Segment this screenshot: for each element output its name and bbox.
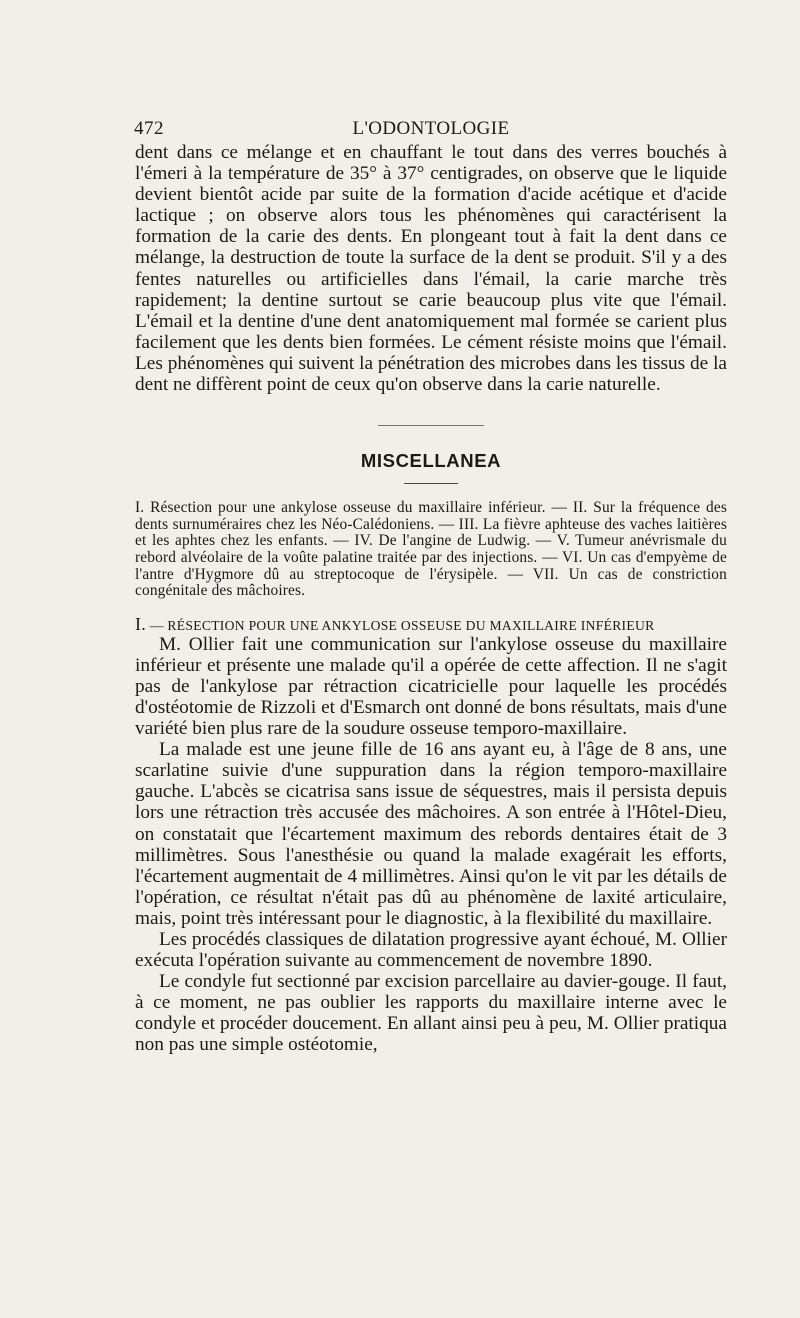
intro-paragraph: dent dans ce mélange et en chauffant le tout dans des verres bouchés à l'émeri à la température de 35° à 37° centigrades, on observe que le liquide devient bientôt acide par suite de la formation d'acide acétique et d'acide lactique ; on observe alors tous les phénomènes qui caractérisent la formation de la carie des dents. En plongeant tout à fait la dent dans ce mélange, la destruction de toute la surface de la dent se produit. S'il y a des fentes naturelles ou artificielles dans l'émail, la carie marche très rapidement; la dentine surtout se carie beaucoup plus vite que l'émail. L'émail et la dentine d'une dent anatomiquement mal formée se carient plus facilement que les dents bien formées. Le cément résiste moins que l'émail. Les phénomènes qui suivent la pénétration des microbes dans les tissus de la dent ne diffèrent point de ceux qu'on observe dans la carie naturelle. (135, 142, 727, 396)
book-page (135, 112, 727, 1056)
section-summary: I. Résection pour une ankylose osseuse du maxillaire inférieur. — II. Sur la fréquence des dents surnuméraires chez les Néo-Calédoniens. — III. La fièvre aphteuse des vaches laitières et les aphtes chez les enfants. — IV. De l'angine de Ludwig. — V. Tumeur anévrismale du rebord alvéolaire de la voûte palatine traitée par des injections. — VI. Un cas d'empyème de l'antre d'Hygmore dû au streptocoque de l'érysipèle. — VII. Un cas de constriction congénitale des mâchoires. (135, 499, 727, 600)
subsection-number: I. (135, 613, 147, 634)
title-underline-rule (404, 483, 458, 484)
intro-text (135, 142, 727, 395)
subsection-title: — RÉSECTION POUR UNE ANKYLOSE OSSEUSE DU MAXILLAIRE INFÉRIEUR (149, 617, 655, 633)
section-title: MISCELLANEA (360, 450, 502, 472)
article-paragraph: Les procédés classiques de dilatation progressive ayant échoué, M. Ollier exécuta l'opération suivante au commencement de novembre 1890. (135, 929, 727, 972)
page-number: 472 (134, 118, 164, 139)
running-header (135, 112, 727, 142)
subsection-heading (135, 614, 727, 632)
section-divider-rule (378, 425, 484, 426)
running-title: L'ODONTOLOGIE (352, 118, 510, 139)
article-text (135, 634, 727, 1056)
article-paragraph: La malade est une jeune fille de 16 ans ayant eu, à l'âge de 8 ans, une scarlatine suivie d'une suppuration dans la région temporo-maxillaire gauche. L'abcès se cicatrisa sans issue de séquestres, mais il persista depuis lors une rétraction très accusée des mâchoires. A son entrée à l'Hôtel-Dieu, on constatait que l'écartement maximum des rebords dentaires était de 3 millimètres. Sous l'anesthésie ou quand la malade exagérait les efforts, l'écartement augmentait de 4 millimètres. Ainsi qu'on le vit par les détails de l'opération, ce résultat n'était pas dû au phénomène de laxité articulaire, mais, point très intéressant pour le diagnostic, à la flexibilité du maxillaire. (135, 739, 727, 929)
article-paragraph: Le condyle fut sectionné par excision parcellaire au davier-gouge. Il faut, à ce moment, ne pas oublier les rapports du maxillaire interne avec le condyle et procéder doucement. En allant ainsi peu à peu, M. Ollier pratiqua non pas une simple ostéotomie, (135, 971, 727, 1056)
article-paragraph: M. Ollier fait une communication sur l'ankylose osseuse du maxillaire inférieur et présente une malade qu'il a opérée de cette affection. Il ne s'agit pas de l'ankylose par rétraction cicatricielle pour laquelle les procédés d'ostéotomie de Rizzoli et d'Esmarch ont donné de bons résultats, mais d'une variété bien plus rare de la soudure osseuse temporo-maxillaire. (135, 633, 727, 740)
